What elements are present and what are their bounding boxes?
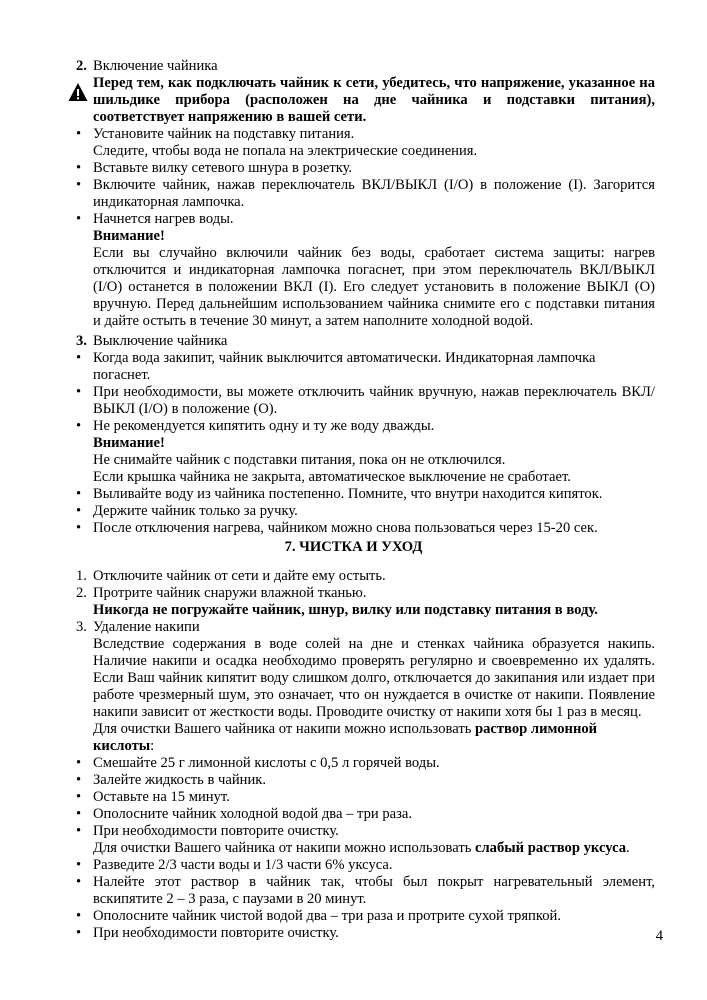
list-item: Включите чайник, нажав переключатель ВКЛ/ВЫКЛ (I/O) в положение (I). Загорится индикаторная лампочка. [93, 177, 655, 210]
list-item: Вставьте вилку сетевого шнура в розетку. [93, 160, 353, 176]
attention-text: Не снимайте чайник с подставки питания, пока он не отключился. [93, 452, 506, 468]
bullet: • [76, 486, 82, 502]
vinegar-intro-text: Для очистки Вашего чайника от накипи можно использовать [93, 840, 475, 856]
bullet: • [76, 160, 82, 176]
list-item: Когда вода закипит, чайник выключится автоматически. Индикаторная лампочка погаснет. [93, 350, 596, 383]
bullet: • [76, 857, 82, 873]
list-item: Ополосните чайник холодной водой два – три раза. [93, 806, 412, 822]
list-item: После отключения нагрева, чайником можно снова пользоваться через 15-20 сек. [93, 520, 598, 536]
bullet: • [76, 350, 82, 366]
section-number: 3. [76, 333, 87, 349]
citric-method: раствор лимонной кислоты [93, 721, 598, 754]
bullet: • [76, 789, 82, 805]
vinegar-intro-end: . [626, 840, 630, 856]
warning-triangle-icon [68, 82, 88, 102]
bullet: • [76, 874, 82, 890]
bullet: • [76, 925, 82, 941]
bullet: • [76, 126, 82, 142]
section-heading: Включение чайника [93, 58, 218, 74]
bullet: • [76, 503, 82, 519]
section-switch-off [70, 333, 655, 537]
citric-intro-end: : [150, 738, 155, 754]
page-number: 4 [655, 928, 663, 944]
descaling-text: Вследствие содержания в воде солей на дне и стенках чайника образуется накипь. Наличие накипи и осадка необходимо проверять регулярно и своевременно их удалять. Если Ваш чайник кипятит воду слишком долго, отключается до закипания или издает при работе чрезмерный шум, это означает, что он нуждается в очистке от накипи. Появление накипи зависит от жесткости воды. Проводите очистку от накипи хотя бы 1 раз в месяц. [93, 636, 655, 720]
list-item: Смешайте 25 г лимонной кислоты с 0,5 л горячей воды. [93, 755, 440, 771]
attention-label: Внимание! [93, 435, 165, 451]
list-item: Держите чайник только за ручку. [93, 503, 298, 519]
bullet: • [76, 384, 82, 400]
list-item: Протрите чайник снаружи влажной тканью. [93, 585, 367, 601]
bullet: • [76, 755, 82, 771]
list-item: При необходимости, вы можете отключить чайник вручную, нажав переключатель ВКЛ/ВЫКЛ (I/O) в положение (O). [93, 384, 655, 417]
list-item: При необходимости повторите очистку. [93, 925, 339, 941]
list-item: Начнется нагрев воды. [93, 211, 234, 227]
section-title: 7. ЧИСТКА И УХОД [284, 539, 423, 555]
immersion-warning: Никогда не погружайте чайник, шнур, вилку или подставку питания в воду. [93, 602, 598, 618]
citric-intro [70, 721, 655, 755]
bullet: • [76, 520, 82, 536]
attention-text: Если вы случайно включили чайник без воды, сработает система защиты: нагрев отключится и индикаторная лампочка погаснет, при этом переключатель ВКЛ/ВЫКЛ (I/O) останется в положении ВКЛ (I). Его следует установить в положение ВЫКЛ (O) вручную. Перед дальнейшим использованием чайника снимите его с подставки питания и дайте остыть в течение 30 минут, а затем наполните холодной водой. [93, 245, 655, 329]
list-item: Ополосните чайник чистой водой два – три раза и протрите сухой тряпкой. [93, 908, 561, 924]
list-item: Выливайте воду из чайника постепенно. Помните, что внутри находится кипяток. [93, 486, 603, 502]
list-item: Не рекомендуется кипятить одну и ту же воду дважды. [93, 418, 435, 434]
section-switch-on [70, 58, 655, 330]
vinegar-intro [70, 840, 655, 857]
citric-intro-text: Для очистки Вашего чайника от накипи можно использовать [93, 721, 475, 737]
vinegar-method: слабый раствор уксуса [475, 840, 627, 856]
bullet: • [76, 418, 82, 434]
bullet: • [76, 177, 82, 193]
section-number: 2. [76, 58, 87, 74]
section-heading: Выключение чайника [93, 333, 228, 349]
item-number: 1. [76, 568, 87, 584]
bullet: • [76, 908, 82, 924]
list-item: Разведите 2/3 части воды и 1/3 части 6% уксуса. [93, 857, 393, 873]
item-number: 2. [76, 585, 87, 601]
bullet: • [76, 823, 82, 839]
attention-text: Если крышка чайника не закрыта, автоматическое выключение не сработает. [93, 469, 571, 485]
list-item-note: Следите, чтобы вода не попала на электрические соединения. [93, 143, 478, 159]
list-item: При необходимости повторите очистку. [93, 823, 339, 839]
list-item: Налейте этот раствор в чайник так, чтобы был покрыт нагревательный элемент, вскипятите 2 – 3 раза, с паузами в 20 минут. [93, 874, 655, 907]
list-item: Залейте жидкость в чайник. [93, 772, 267, 788]
section-cleaning [70, 568, 655, 942]
bullet: • [76, 772, 82, 788]
list-item: Установите чайник на подставку питания. [93, 126, 355, 142]
list-item: Удаление накипи [93, 619, 200, 635]
voltage-warning-text: Перед тем, как подключать чайник к сети, убедитесь, что напряжение, указанное на шильдике прибора (расположен на дне чайника и подставки питания), соответствует напряжению в вашей сети. [93, 75, 655, 125]
bullet: • [76, 211, 82, 227]
list-item: Отключите чайник от сети и дайте ему остыть. [93, 568, 386, 584]
attention-label: Внимание! [93, 228, 165, 244]
list-item: Оставьте на 15 минут. [93, 789, 230, 805]
bullet: • [76, 806, 82, 822]
item-number: 3. [76, 619, 87, 635]
